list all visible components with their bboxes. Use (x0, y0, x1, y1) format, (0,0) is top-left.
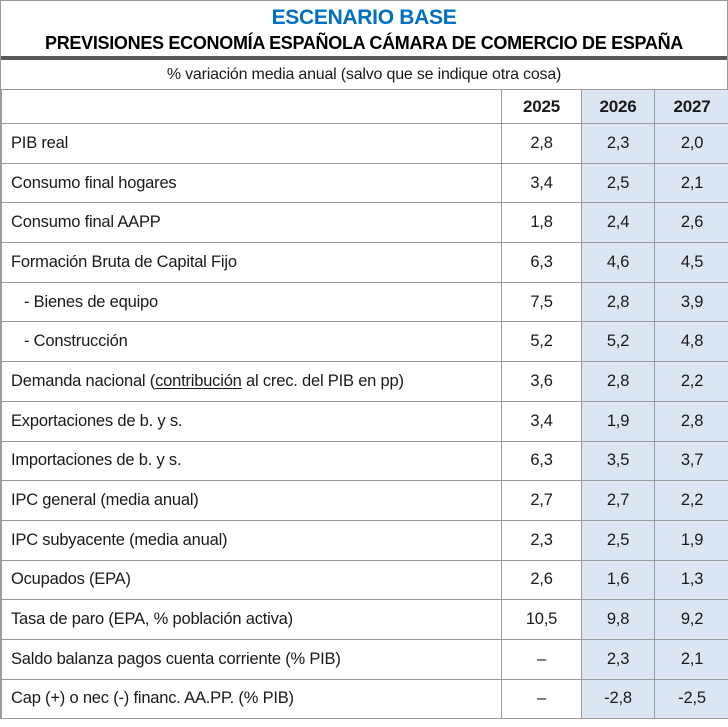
value-2026: 2,5 (582, 163, 655, 203)
table-row (2, 243, 728, 283)
table-row (2, 481, 728, 521)
value-2025: – (502, 679, 582, 719)
value-2027: 2,1 (655, 639, 728, 679)
value-2026: 2,8 (582, 282, 655, 322)
value-2027: 2,8 (655, 401, 728, 441)
value-2027: 2,2 (655, 481, 728, 521)
value-2025: 2,6 (502, 560, 582, 600)
row-label: Importaciones de b. y s. (2, 441, 502, 481)
row-label: Consumo final AAPP (2, 203, 502, 243)
value-2025: 6,3 (502, 441, 582, 481)
value-2026: 2,3 (582, 639, 655, 679)
row-label: IPC subyacente (media anual) (2, 520, 502, 560)
value-2027: 1,3 (655, 560, 728, 600)
value-2027: 9,2 (655, 600, 728, 640)
value-2026: 5,2 (582, 322, 655, 362)
value-2026: 2,7 (582, 481, 655, 521)
value-2025: 10,5 (502, 600, 582, 640)
row-label: Formación Bruta de Capital Fijo (2, 243, 502, 283)
col-header-2026: 2026 (582, 90, 655, 124)
value-2027: 4,5 (655, 243, 728, 283)
table-row (2, 124, 728, 164)
value-2027: 2,6 (655, 203, 728, 243)
value-2025: 7,5 (502, 282, 582, 322)
value-2025: 2,8 (502, 124, 582, 164)
row-label: Tasa de paro (EPA, % población activa) (2, 600, 502, 640)
value-2025: 2,3 (502, 520, 582, 560)
col-header-2025: 2025 (502, 90, 582, 124)
value-2025: 5,2 (502, 322, 582, 362)
table-body (2, 124, 728, 719)
row-label: Demanda nacional (contribución al crec. del PIB en pp) (2, 362, 502, 402)
value-2026: 2,4 (582, 203, 655, 243)
row-label: Cap (+) o nec (-) financ. AA.PP. (% PIB) (2, 679, 502, 719)
forecast-table (1, 89, 728, 719)
table-row (2, 441, 728, 481)
row-label: IPC general (media anual) (2, 481, 502, 521)
value-2027: 2,0 (655, 124, 728, 164)
value-2026: 9,8 (582, 600, 655, 640)
unit-note: % variación media anual (salvo que se indique otra cosa) (1, 60, 727, 89)
value-2027: 3,7 (655, 441, 728, 481)
title-block (1, 1, 727, 56)
table-row (2, 203, 728, 243)
value-2027: -2,5 (655, 679, 728, 719)
table-row (2, 362, 728, 402)
page-title: ESCENARIO BASE (271, 6, 457, 29)
table-row (2, 639, 728, 679)
row-label: Saldo balanza pagos cuenta corriente (% PIB) (2, 639, 502, 679)
header-row (2, 90, 728, 124)
table-row (2, 282, 728, 322)
value-2026: 4,6 (582, 243, 655, 283)
value-2027: 4,8 (655, 322, 728, 362)
table-row (2, 560, 728, 600)
value-2026: 2,3 (582, 124, 655, 164)
value-2026: 1,9 (582, 401, 655, 441)
value-2025: 1,8 (502, 203, 582, 243)
row-label: Consumo final hogares (2, 163, 502, 203)
row-label: - Construcción (2, 322, 502, 362)
value-2025: 2,7 (502, 481, 582, 521)
value-2025: – (502, 639, 582, 679)
value-2025: 6,3 (502, 243, 582, 283)
value-2026: 2,8 (582, 362, 655, 402)
value-2026: -2,8 (582, 679, 655, 719)
row-label: PIB real (2, 124, 502, 164)
col-header-2027: 2027 (655, 90, 728, 124)
corner-cell (2, 90, 502, 124)
page-subtitle: PREVISIONES ECONOMÍA ESPAÑOLA CÁMARA DE COMERCIO DE ESPAÑA (45, 33, 683, 53)
table-row (2, 163, 728, 203)
table-row (2, 600, 728, 640)
row-label: - Bienes de equipo (2, 282, 502, 322)
table-row (2, 322, 728, 362)
value-2027: 2,2 (655, 362, 728, 402)
value-2025: 3,6 (502, 362, 582, 402)
value-2026: 2,5 (582, 520, 655, 560)
row-label: Ocupados (EPA) (2, 560, 502, 600)
value-2026: 3,5 (582, 441, 655, 481)
value-2027: 3,9 (655, 282, 728, 322)
value-2025: 3,4 (502, 401, 582, 441)
table-row (2, 520, 728, 560)
table-row (2, 401, 728, 441)
value-2027: 1,9 (655, 520, 728, 560)
value-2025: 3,4 (502, 163, 582, 203)
value-2027: 2,1 (655, 163, 728, 203)
value-2026: 1,6 (582, 560, 655, 600)
row-label: Exportaciones de b. y s. (2, 401, 502, 441)
table-row (2, 679, 728, 719)
